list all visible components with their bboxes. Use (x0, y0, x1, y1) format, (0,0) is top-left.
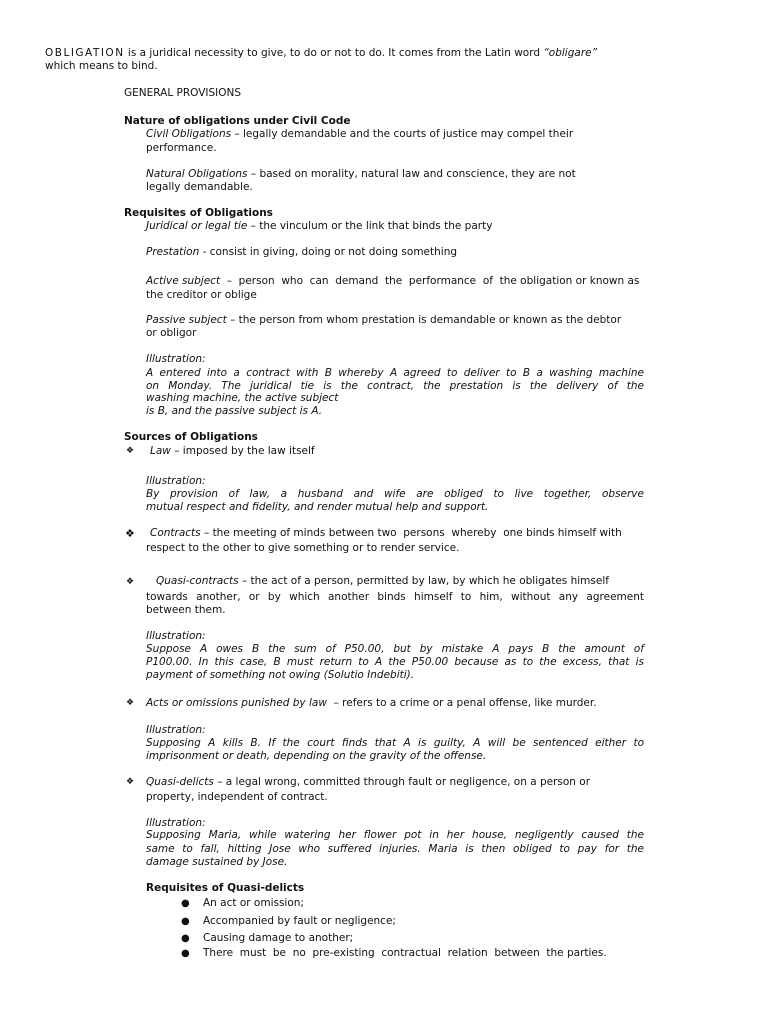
quasi-delicts-line (146, 776, 644, 789)
natural-obligations-line-2: legally demandable. (146, 181, 253, 193)
acts-omissions-line (146, 697, 597, 710)
illustration-line: mutual respect and fidelity, and render mutual help and support. (146, 501, 489, 513)
latin-word: “obligare” (543, 47, 598, 59)
active-subject-line-2: the creditor or oblige (146, 289, 257, 301)
active-text: – person who can demand the performance of the obligation or known as (220, 275, 640, 287)
juridical-tie-line (146, 220, 492, 233)
dot-bullet-icon: ● (181, 898, 190, 909)
list-item: An act or omission; (203, 897, 304, 909)
active-term: Active subject (146, 275, 221, 287)
diamond-bullet-icon: ❖ (125, 527, 135, 540)
list-item: There must be no pre-existing contractual relation between the parties. (203, 947, 607, 959)
civil-term: Civil Obligations (146, 128, 232, 140)
passive-text: – the person from whom prestation is demandable or known as the debtor (226, 314, 622, 326)
prestation-term: Prestation (146, 246, 200, 258)
illustration-label: Illustration: (146, 353, 206, 365)
contracts-term: Contracts (150, 527, 201, 539)
prestation-text: - consist in giving, doing or not doing something (199, 246, 458, 258)
illustration-line: Supposing A kills B. If the court finds that A is guilty, A will be sentenced either to (146, 737, 644, 749)
quasi-delict-requisites-heading: Requisites of Quasi-delicts (146, 882, 305, 894)
illustration-label: Illustration: (146, 630, 206, 642)
list-item: Causing damage to another; (203, 932, 354, 944)
diamond-bullet-icon: ❖ (126, 577, 135, 587)
law-term: Law (150, 445, 171, 457)
intro-line-2: which means to bind. (45, 60, 158, 72)
illustration-line: Suppose A owes B the sum of P50.00, but by mistake A pays B the amount of (146, 643, 644, 655)
dot-bullet-icon: ● (181, 933, 190, 944)
diamond-bullet-icon: ❖ (126, 698, 135, 708)
passive-subject-line-2: or obligor (146, 327, 197, 339)
dot-bullet-icon: ● (181, 948, 190, 959)
quasi-contracts-line-3: between them. (146, 604, 226, 616)
illustration-line: Supposing Maria, while watering her flower pot in her house, negligently caused the (146, 829, 644, 841)
dot-bullet-icon: ● (181, 916, 190, 927)
acts-text: – refers to a crime or a penal offense, like murder. (326, 697, 597, 709)
requisites-heading: Requisites of Obligations (124, 207, 273, 219)
quasi-contracts-text: – the act of a person, permitted by law, by which he obligates himself (238, 575, 609, 587)
passive-term: Passive subject (146, 314, 227, 326)
natural-obligations-line (146, 168, 576, 181)
active-subject-line (146, 275, 639, 288)
illustration-line: washing machine, the active subject (146, 392, 339, 404)
acts-term: Acts or omissions punished by law (146, 697, 327, 709)
illustration-label: Illustration: (146, 475, 206, 487)
civil-obligations-line-2: performance. (146, 142, 217, 154)
illustration-label: Illustration: (146, 724, 206, 736)
illustration-line: By provision of law, a husband and wife are obliged to live together, observe (146, 488, 644, 500)
diamond-bullet-icon: ❖ (126, 777, 135, 787)
illustration-line: payment of something not owing (Solutio Indebiti). (146, 669, 415, 681)
nature-heading: Nature of obligations under Civil Code (124, 115, 351, 127)
natural-text: – based on morality, natural law and conscience, they are not (247, 168, 576, 180)
general-provisions-heading: GENERAL PROVISIONS (124, 87, 242, 99)
list-item: Accompanied by fault or negligence; (203, 915, 396, 927)
quasi-contracts-line (156, 575, 644, 588)
illustration-line: same to fall, hitting Jose who suffered injuries. Maria is then obliged to pay for the (146, 843, 644, 855)
illustration-line: A entered into a contract with B whereby A agreed to deliver to B a washing machine (146, 367, 644, 379)
civil-obligations-line (146, 128, 630, 141)
intro-line-1 (45, 47, 735, 60)
contracts-line (150, 527, 622, 540)
illustration-line: damage sustained by Jose. (146, 856, 288, 868)
prestation-line (146, 246, 457, 259)
law-text: – imposed by the law itself (170, 445, 315, 457)
quasi-delicts-term: Quasi-delicts (146, 776, 214, 788)
civil-text: – legally demandable and the courts of justice may compel their (231, 128, 574, 140)
sources-heading: Sources of Obligations (124, 431, 258, 443)
quasi-delicts-text: – a legal wrong, committed through fault or negligence, on a person or (213, 776, 591, 788)
obligation-term: OBLIGATION (45, 47, 125, 59)
illustration-line: P100.00. In this case, B must return to A the P50.00 because as to the excess, that is (146, 656, 644, 668)
intro-text: is a juridical necessity to give, to do or not to do. It comes from the Latin word (124, 47, 544, 59)
law-line (150, 445, 315, 458)
quasi-delicts-line-2: property, independent of contract. (146, 791, 328, 803)
natural-term: Natural Obligations (146, 168, 248, 180)
juridical-text: – the vinculum or the link that binds the party (247, 220, 493, 232)
illustration-line: is B, and the passive subject is A. (146, 405, 323, 417)
illustration-line: on Monday. The juridical tie is the contract, the prestation is the delivery of the (146, 380, 644, 392)
contracts-text: – the meeting of minds between two persons whereby one binds himself with (200, 527, 622, 539)
diamond-bullet-icon: ❖ (126, 446, 135, 456)
juridical-term: Juridical or legal tie (146, 220, 248, 232)
illustration-line: imprisonment or death, depending on the gravity of the offense. (146, 750, 487, 762)
illustration-label: Illustration: (146, 817, 206, 829)
quasi-contracts-line-2: towards another, or by which another binds himself to him, without any agreement (146, 591, 644, 603)
contracts-line-2: respect to the other to give something or to render service. (146, 542, 460, 554)
passive-subject-line (146, 314, 621, 327)
quasi-contracts-term: Quasi-contracts (156, 575, 239, 587)
